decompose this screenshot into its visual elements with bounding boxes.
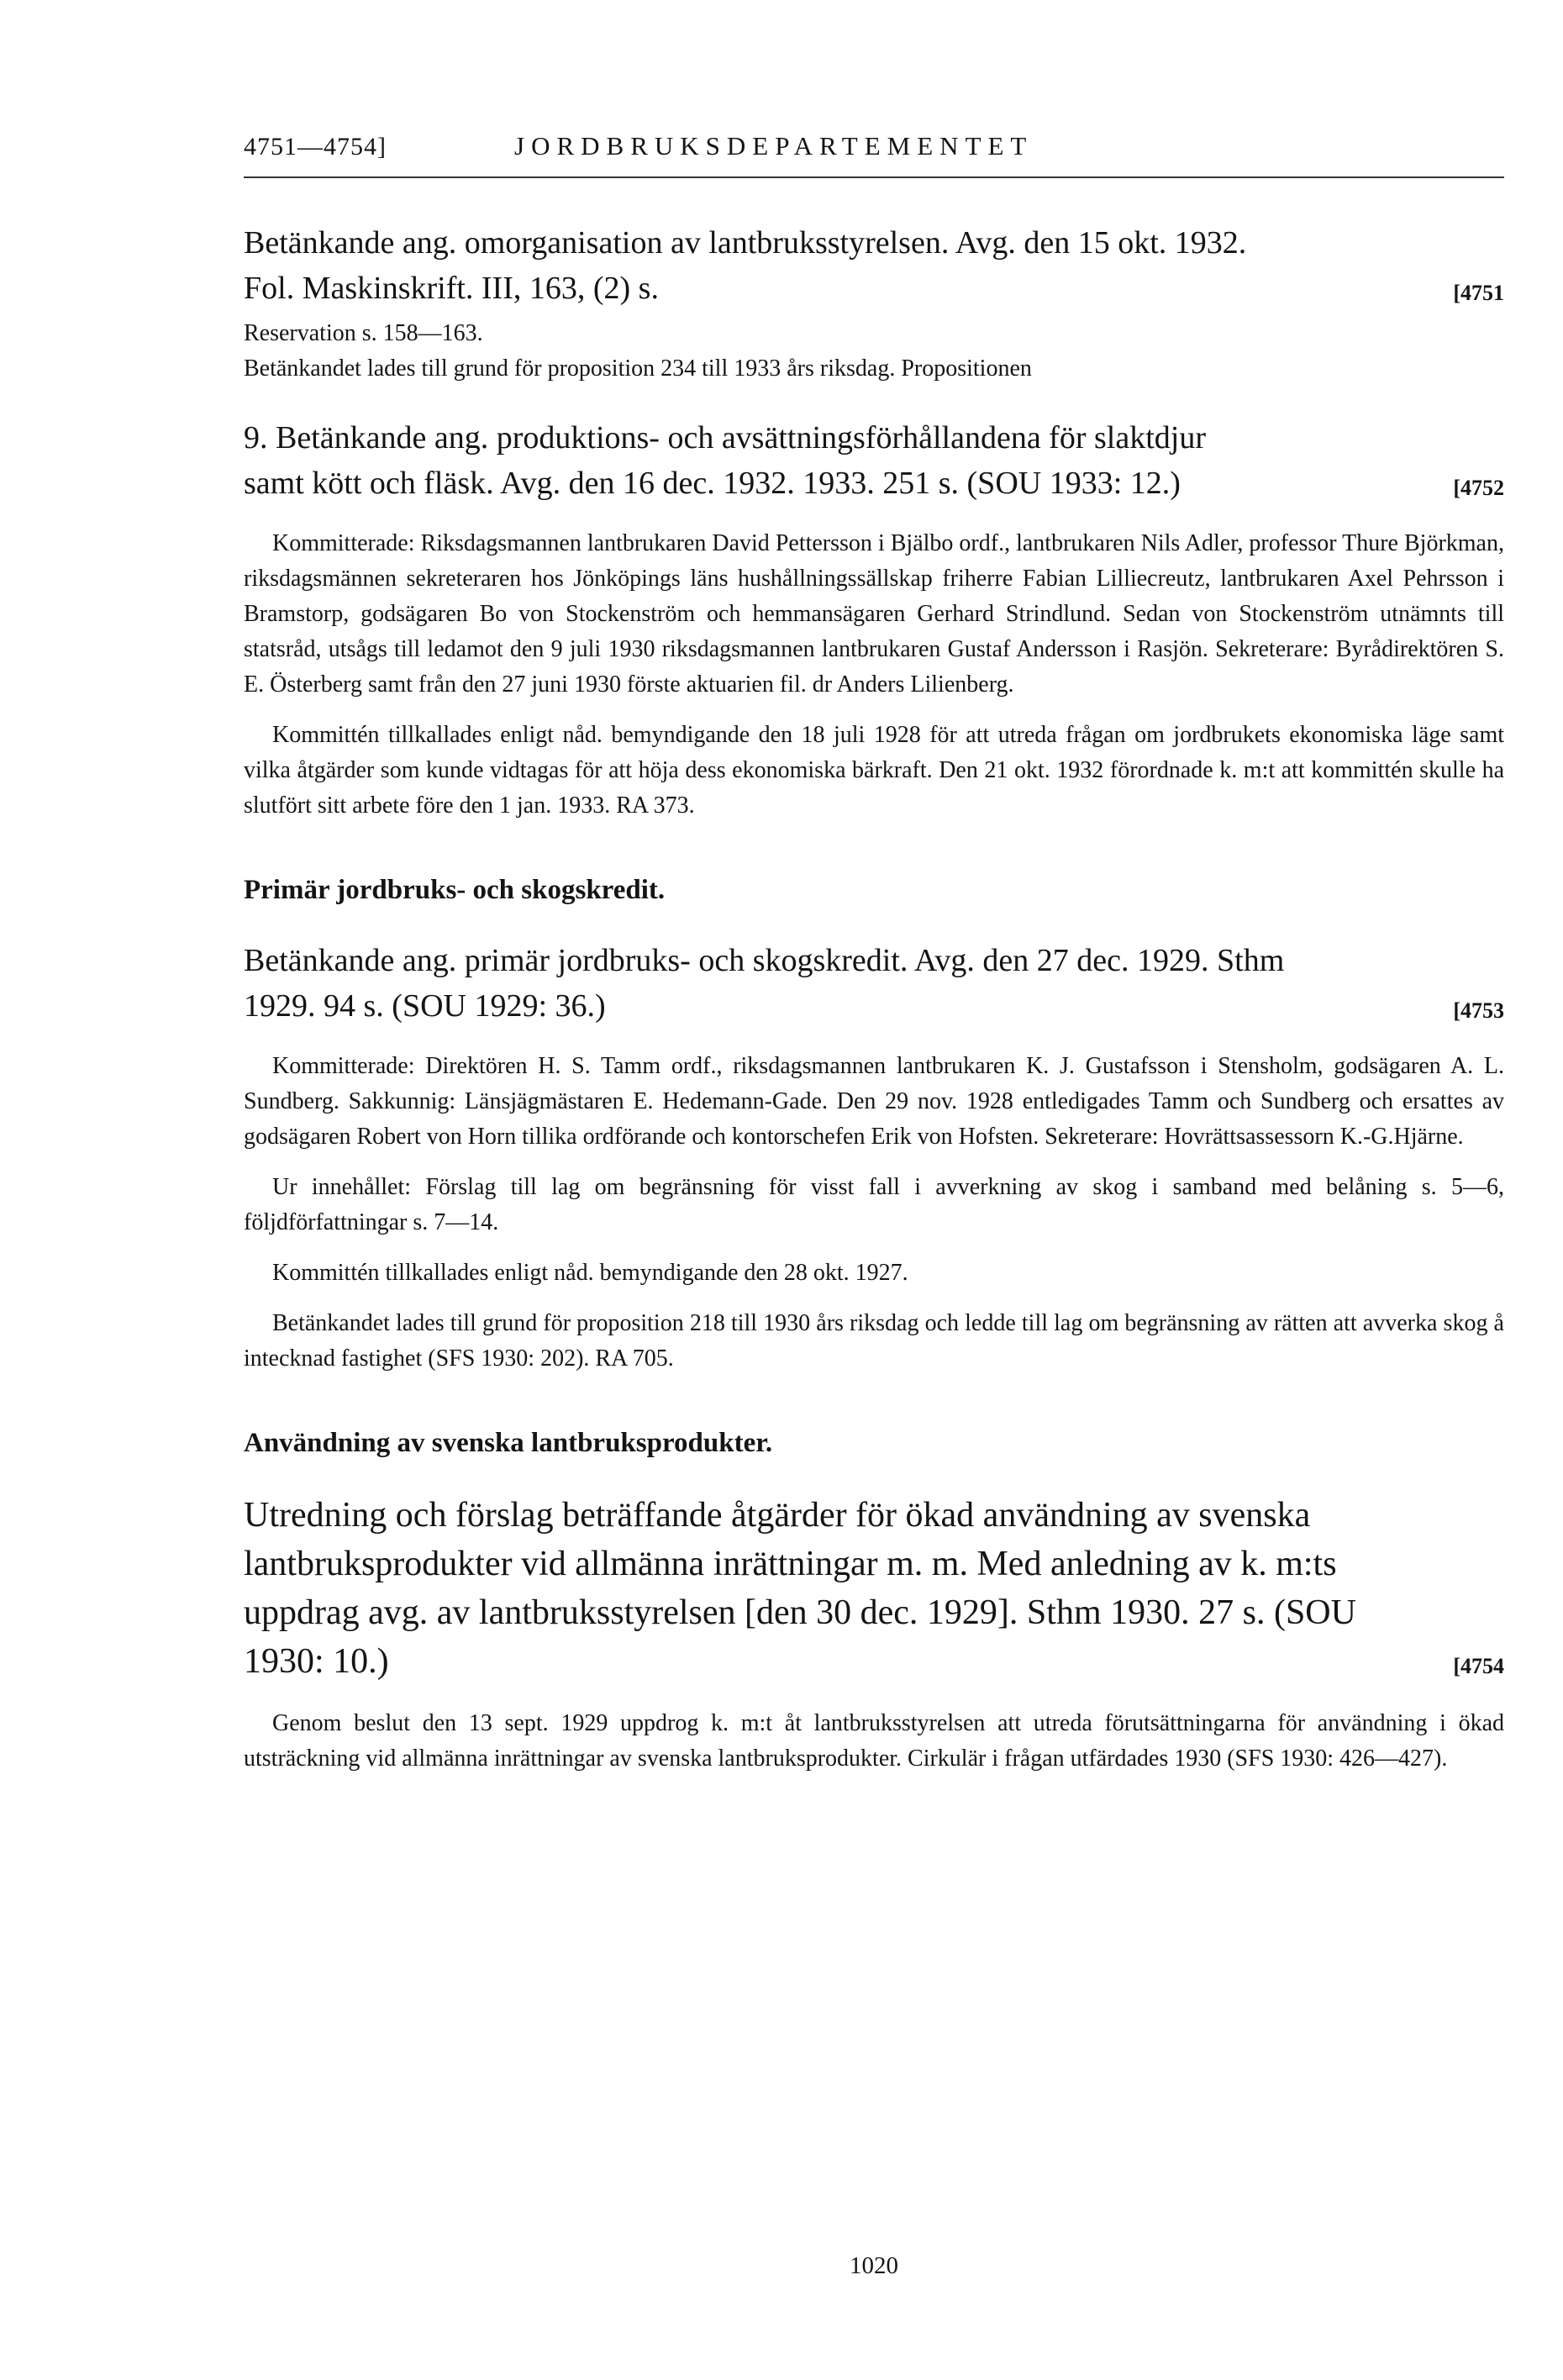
title-line: lantbruksprodukter vid allmänna inrättningar m. m. Med anledning av k. m:ts <box>244 1545 1337 1583</box>
entry-number: [4753 <box>1453 998 1504 1023</box>
title-line: Fol. Maskinskrift. III, 163, (2) s. <box>244 271 659 306</box>
section-anvandning <box>244 1424 1504 1777</box>
document-page <box>244 126 1504 1777</box>
paragraph: Betänkandet lades till grund för proposition 218 till 1930 års riksdag och ledde till lag om begränsning av rätten att avverka skog å intecknad fastighet (SFS 1930: 202). RA 705. <box>244 1310 1504 1372</box>
paragraph: Kommitterade: Direktören H. S. Tamm ordf., riksdagsmannen lantbrukaren K. J. Gustafsson i Stensholm, godsägaren A. L. Sundberg. Sakkunnig: Länsjägmästaren E. Hedemann-Gade. Den 29 nov. 1928 entledigades Tamm och Sundberg och ersattes av godsägaren Robert von Horn tillika ordförande och kontorschefen Erik von Hofsten. Sekreterare: Hovrättsassessorn K.-G.Hjärne. <box>244 1053 1504 1150</box>
entry-title <box>244 1491 1504 1691</box>
entry-title <box>244 415 1504 511</box>
entry-number: [4754 <box>1453 1654 1504 1678</box>
running-header <box>244 126 1504 178</box>
title-line: 1930: 10.) <box>244 1642 389 1681</box>
title-line: samt kött och fläsk. Avg. den 16 dec. 1932. 1933. 251 s. (SOU 1933: 12.) <box>244 466 1181 501</box>
title-line: uppdrag avg. av lantbruksstyrelsen [den 30 dec. 1929]. Sthm 1930. 27 s. (SOU <box>244 1593 1356 1632</box>
title-line: Betänkande ang. omorganisation av lantbruksstyrelsen. Avg. den 15 okt. 1932. <box>244 225 1247 261</box>
paragraph: Genom beslut den 13 sept. 1929 uppdrog k. m:t åt lantbruksstyrelsen att utreda förutsättningarna för användning i ökad utsträckning vid allmänna inrättningar av svenska lantbruksprodukter. Cirkulär i frågan utfärdades 1930 (SFS 1930: 426—427). <box>244 1710 1504 1772</box>
paragraph: Ur innehållet: Förslag till lag om begränsning för visst fall i avverkning av skog i samband med belåning s. 5—6, följdförfattningar s. 7—14. <box>244 1174 1504 1235</box>
title-line: 1929. 94 s. (SOU 1929: 36.) <box>244 988 606 1024</box>
paragraph: Kommittén tillkallades enligt nåd. bemyndigande den 18 juli 1928 för att utreda frågan om jordbrukets ekonomiska läge samt vilka åtgärder som kunde vidtagas för att höja dess ekonomiska bärkraft. Den 21 okt. 1932 förordnade k. m:t att kommittén skulle ha slutfört sitt arbete före den 1 jan. 1933. RA 373. <box>244 722 1504 819</box>
section-heading: Primär jordbruks- och skogskredit. <box>244 875 666 905</box>
paragraph: Kommittén tillkallades enligt nåd. bemyndigande den 28 okt. 1927. <box>272 1260 908 1286</box>
entry-title <box>244 938 1504 1034</box>
note: Betänkandet lades till grund för proposition 234 till 1933 års riksdag. Propositionen <box>244 355 1032 382</box>
entry-title <box>244 220 1504 316</box>
entry-range: 4751—4754] <box>244 133 387 161</box>
page-number: 1020 <box>850 2252 898 2279</box>
title-line: Betänkande ang. primär jordbruks- och skogskredit. Avg. den 27 dec. 1929. Sthm <box>244 943 1285 978</box>
entry-4751 <box>244 220 1504 387</box>
paragraph: Kommitterade: Riksdagsmannen lantbrukaren David Pettersson i Bjälbo ordf., lantbrukaren Nils Adler, professor Thure Björkman, riksdagsmännen sekreteraren hos Jönköpings läns hushållningssällskap friherre Fabian Lilliecreutz, lantbrukaren Axel Pehrsson i Bramstorp, godsägaren Bo von Stockenström och hemmansägaren Gerhard Strindlund. Sedan von Stockenström utnämnts till statsråd, utsågs till ledamot den 9 juli 1930 riksdagsmannen lantbrukaren Gustaf Andersson i Rasjön. Sekreterare: Byrådirektören S. E. Österberg samt från den 27 juni 1930 förste aktuarien fil. dr Anders Lilienberg. <box>244 530 1504 698</box>
title-line: Utredning och förslag beträffande åtgärder för ökad användning av svenska <box>244 1496 1311 1535</box>
note: Reservation s. 158—163. <box>244 320 483 346</box>
entry-number: [4751 <box>1453 281 1504 305</box>
section-heading: Användning av svenska lantbruksprodukter. <box>244 1428 773 1458</box>
title-line: 9. Betänkande ang. produktions- och avsättningsförhållandena för slaktdjur <box>244 420 1206 455</box>
department-title: JORDBRUKSDEPARTEMENTET <box>514 131 1034 161</box>
entry-number: [4752 <box>1453 476 1504 500</box>
section-primar-kredit <box>244 871 1504 1377</box>
entry-4752 <box>244 415 1504 824</box>
